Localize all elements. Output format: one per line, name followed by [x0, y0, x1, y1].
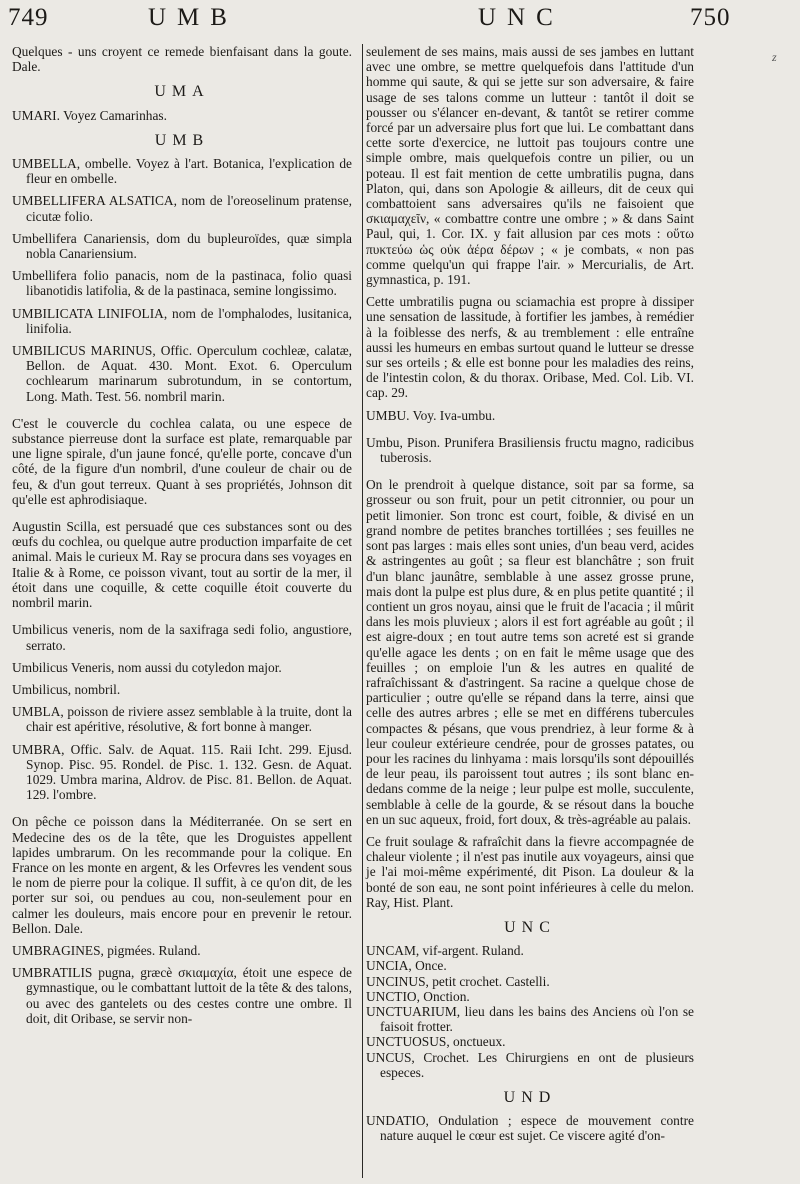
- entry-uncam: UNCAM, vif-argent. Ruland.: [366, 943, 524, 959]
- carry-over-text: Quelques - uns croyent ce remede bienfaisant dans la goute. Dale.: [12, 44, 352, 75]
- entry-uncus: UNCUS, Crochet. Les Chirurgiens en ont de plusieurs especes.: [366, 1049, 694, 1080]
- entry-umbellifera-alsatica: UMBELLIFERA ALSATICA, nom de l'oreoselinum pratense, cicutæ folio.: [12, 193, 352, 224]
- left-column: [12, 44, 352, 1026]
- entry-unctio: UNCTIO, Onction.: [366, 988, 470, 1004]
- entry-unctuosus: UNCTUOSUS, onctueux.: [366, 1034, 506, 1050]
- paragraph-couvercle: C'est le couvercle du cochlea calata, ou une espece de substance pierreuse dont la surface est plate, remarquable par une ligne spirale, d'un jaune foncé, qu'elle porte, concave d'un côté, de la figure d'un nombril, d'une couleur de chair ou de feu, & d'un gout terreux. Quant à ses propriétés, Johnson dit qu'elle est aphrodisiaque.: [12, 415, 352, 507]
- paragraph-description: On le prendroit à quelque distance, soit par sa forme, sa grosseur ou son fruit, pour un petit citronnier, ou pour un petit limonier. Son tronc est court, foible, & divisé en un grand nombre de petites branches tortillées ; ses feuilles ne sont pas larges : mais elles sont unies, d'un beau verd, acides & astringentes au goût ; sa fleur est blanchâtre ; son fruit d'un blanc jaunâtre, semblable à une assez grosse prune, mais dont la pulpe est plus dure, & en plus petite quantité ; il contient un gros noyau, ainsi que le fruit de l'acacia ; il mûrit dans les mois pluvieux ; alors il est fort agréable au goût ; il est aigre-doux ; en tout autre tems son acreté est si grande qu'elle agace les dents ; on en fait le même usage que des feuilles ; on emploie l'un & les autres en qualité de rafraîchissant & d'astringent. Sa racine a quelque chose de particulier ; outre qu'elle se répand dans la terre, ainsi que celle des autres arbres ; elle se met en différens tubercules compactes & pésans, que vous prendriez, à leur forme & à leur couleur extérieure cendrée, pour de grosses patates, ou pour les racines du linhyama : mais lorsqu'ils sont dépouillés de leur peau, ils paroissent tout autres ; ils sont blanc en-dedans comme de la neige ; leur pulpe est molle, succulente, semblable à celle de la gourde, & se résout dans la bouche en un suc aqueux, froid, fort doux, & très-agréable au palais.: [366, 477, 694, 827]
- entry-umbratilis: UMBRATILIS pugna, græcè σκιαμαχία, étoit une espece de gymnastique, ou le combattant luttoit de la tête & des talons, ou avec des gantelets ou des cestes contre une ombre. Il doit, dit Oribase, se servir non-: [12, 965, 352, 1026]
- paragraph-sciamachia: Cette umbratilis pugna ou sciamachia est propre à dissiper une sensation de lassitude, à fortifier les jambes, à remédier à la foiblesse des nerfs, & au tremblement : elle entraîne aussi les humeurs en embas surtout quand le lutteur se dresse sur ses orteils ; & elle est bonne pour les maladies des reins, de l'intestin colon, & du thorax. Oribase, Med. Col. Lib. VI. cap. 29.: [366, 294, 694, 401]
- column-rule: [362, 44, 363, 1178]
- right-column: [366, 44, 694, 1144]
- paragraph-scilla: Augustin Scilla, est persuadé que ces substances sont ou des œufs du cochlea, ou quelque autre production imparfaite de cet animal. Mais le curieux M. Ray se procura dans ses voyages en Italie & à Rome, ce poisson vivant, tout au sortir de la mer, il étoit dans une coquille, & cette coquille étoit couverte du nombril marin.: [12, 519, 352, 611]
- left-page-number: 749: [8, 4, 49, 31]
- entry-umbella: UMBELLA, ombelle. Voyez à l'art. Botanica, l'explication de fleur en ombelle.: [12, 156, 352, 187]
- entry-umbu-pison: Umbu, Pison. Prunifera Brasiliensis fructu magno, radicibus tuberosis.: [366, 434, 694, 466]
- entry-umbla: UMBLA, poisson de riviere assez semblable à la truite, dont la chair est apéritive, résolutive, & fort bonne à manger.: [12, 704, 352, 735]
- entry-uncinus: UNCINUS, petit crochet. Castelli.: [366, 973, 550, 989]
- right-running-head: UNC: [478, 4, 564, 31]
- right-page-number: 750: [690, 4, 731, 31]
- entry-uncia: UNCIA, Once.: [366, 958, 447, 974]
- entry-umbu: UMBU. Voy. Iva-umbu.: [366, 407, 496, 423]
- entry-umari: UMARI. Voyez Camarinhas.: [12, 107, 167, 123]
- left-running-head: UMB: [148, 4, 238, 31]
- entry-umbra: UMBRA, Offic. Salv. de Aquat. 115. Raii Icht. 299. Ejusd. Synop. Pisc. 95. Rondel. de Pisc. 1. 132. Gesn. de Aquat. 1029. Umbra marina, Aldrov. de Pisc. 81. Bellon. de Aquat. 129. l'ombre.: [12, 741, 352, 803]
- entry-umbellifera-panacis: Umbellifera folio panacis, nom de la pastinaca, folio quasi libanotidis latifolia, & de la pastinaca, semine longissimo.: [12, 268, 352, 299]
- paragraph-fruit: Ce fruit soulage & rafraîchit dans la fievre accompagnée de chaleur violente ; il n'est pas inutile aux voyageurs, ainsi que je l'ai moi-même expérimenté, dit Pison. La douleur & la bonté de son eau, ne sont point inférieures à celle du melon. Ray, Hist. Plant.: [366, 833, 694, 910]
- entry-umbellifera-canariensis: Umbellifera Canariensis, dom du bupleuroïdes, quæ simpla nobla Canariensium.: [12, 230, 352, 262]
- entry-unctuarium: UNCTUARIUM, lieu dans les bains des Anciens où l'on se faisoit frotter.: [366, 1003, 694, 1035]
- section-heading-unc: UNC: [504, 918, 556, 936]
- paragraph-peche: On pêche ce poisson dans la Méditerranée. On se sert en Medecine des os de la tête, que les Droguistes appellent lapides umbrarum. On les recommande pour la colique. En France on les monte en argent, & les Orfevres les vendent sous le nom de pierre pour la colique. Il suffit, à ce qu'on dit, de les porter sur soi, ou pendues au cou, non-seulement pour en calmer les douleurs, mais encore pour en prevenir le retour. Bellon. Dale.: [12, 814, 352, 936]
- entry-umbilicus-veneris-1: Umbilicus veneris, nom de la saxifraga sedi folio, angustiore, serrato.: [12, 622, 352, 653]
- entry-umbilicus-veneris-2: Umbilicus Veneris, nom aussi du cotyledon major.: [12, 659, 282, 675]
- entry-undatio: UNDATIO, Ondulation ; espece de mouvement contre nature auquel le cœur est sujet. Ce viscere agité d'on-: [366, 1113, 694, 1144]
- running-header: [0, 4, 800, 40]
- section-heading-und: UND: [503, 1089, 557, 1106]
- margin-mark: z: [772, 50, 777, 64]
- entry-umbilicus-nombril: Umbilicus, nombril.: [12, 681, 121, 697]
- carry-over-umbratilis: seulement de ses mains, mais aussi de ses jambes en luttant avec une ombre, se mettre quelquefois dans l'attitude d'un homme qui saute, & qui se jette sur son adversaire, & faire usage de ses talons comme un lutteur : tantôt il doit se pousser ou s'élancer en-devant, & tantôt se retirer comme forcé par un adversaire plus fort que lui. Le combattant dans cette sorte d'exercice, ne luttoit pas toujours contre une simple ombre, mais quelquefois contre un pilier, ou un poteau. Il est fait mention de cette umbratilis pugna, dans Platon, qui, dans son Apologie & ailleurs, dit de ceux qui combattoient sans adversaires qu'ils ne faisoient que σκιαμαχεῖν, « combattre contre une ombre ; » & dans Saint Paul, qui, 1. Cor. IX. y fait allusion par ces mots : οὕτω πυκτεύω ὡς οὐκ ἀέρα δέρων ; « je combats, « non pas comme quelqu'un qui frappe l'air. » Mercurialis, de Art. gymnastica, p. 191.: [366, 44, 694, 288]
- entry-umbragines: UMBRAGINES, pigmées. Ruland.: [12, 942, 201, 958]
- entry-umbilicata: UMBILICATA LINIFOLIA, nom de l'omphalodes, lusitanica, linifolia.: [12, 305, 352, 336]
- section-heading-uma: UMA: [154, 83, 210, 101]
- entry-umbilicus-marinus: UMBILICUS MARINUS, Offic. Operculum cochleæ, calatæ, Bellon. de Aquat. 430. Mont. Exot. 6. Operculum cochlearum marinarum subrotundum, in se contortum, Long. Math. Test. 56. nombril marin.: [12, 343, 352, 404]
- section-heading-umb: UMB: [154, 131, 210, 149]
